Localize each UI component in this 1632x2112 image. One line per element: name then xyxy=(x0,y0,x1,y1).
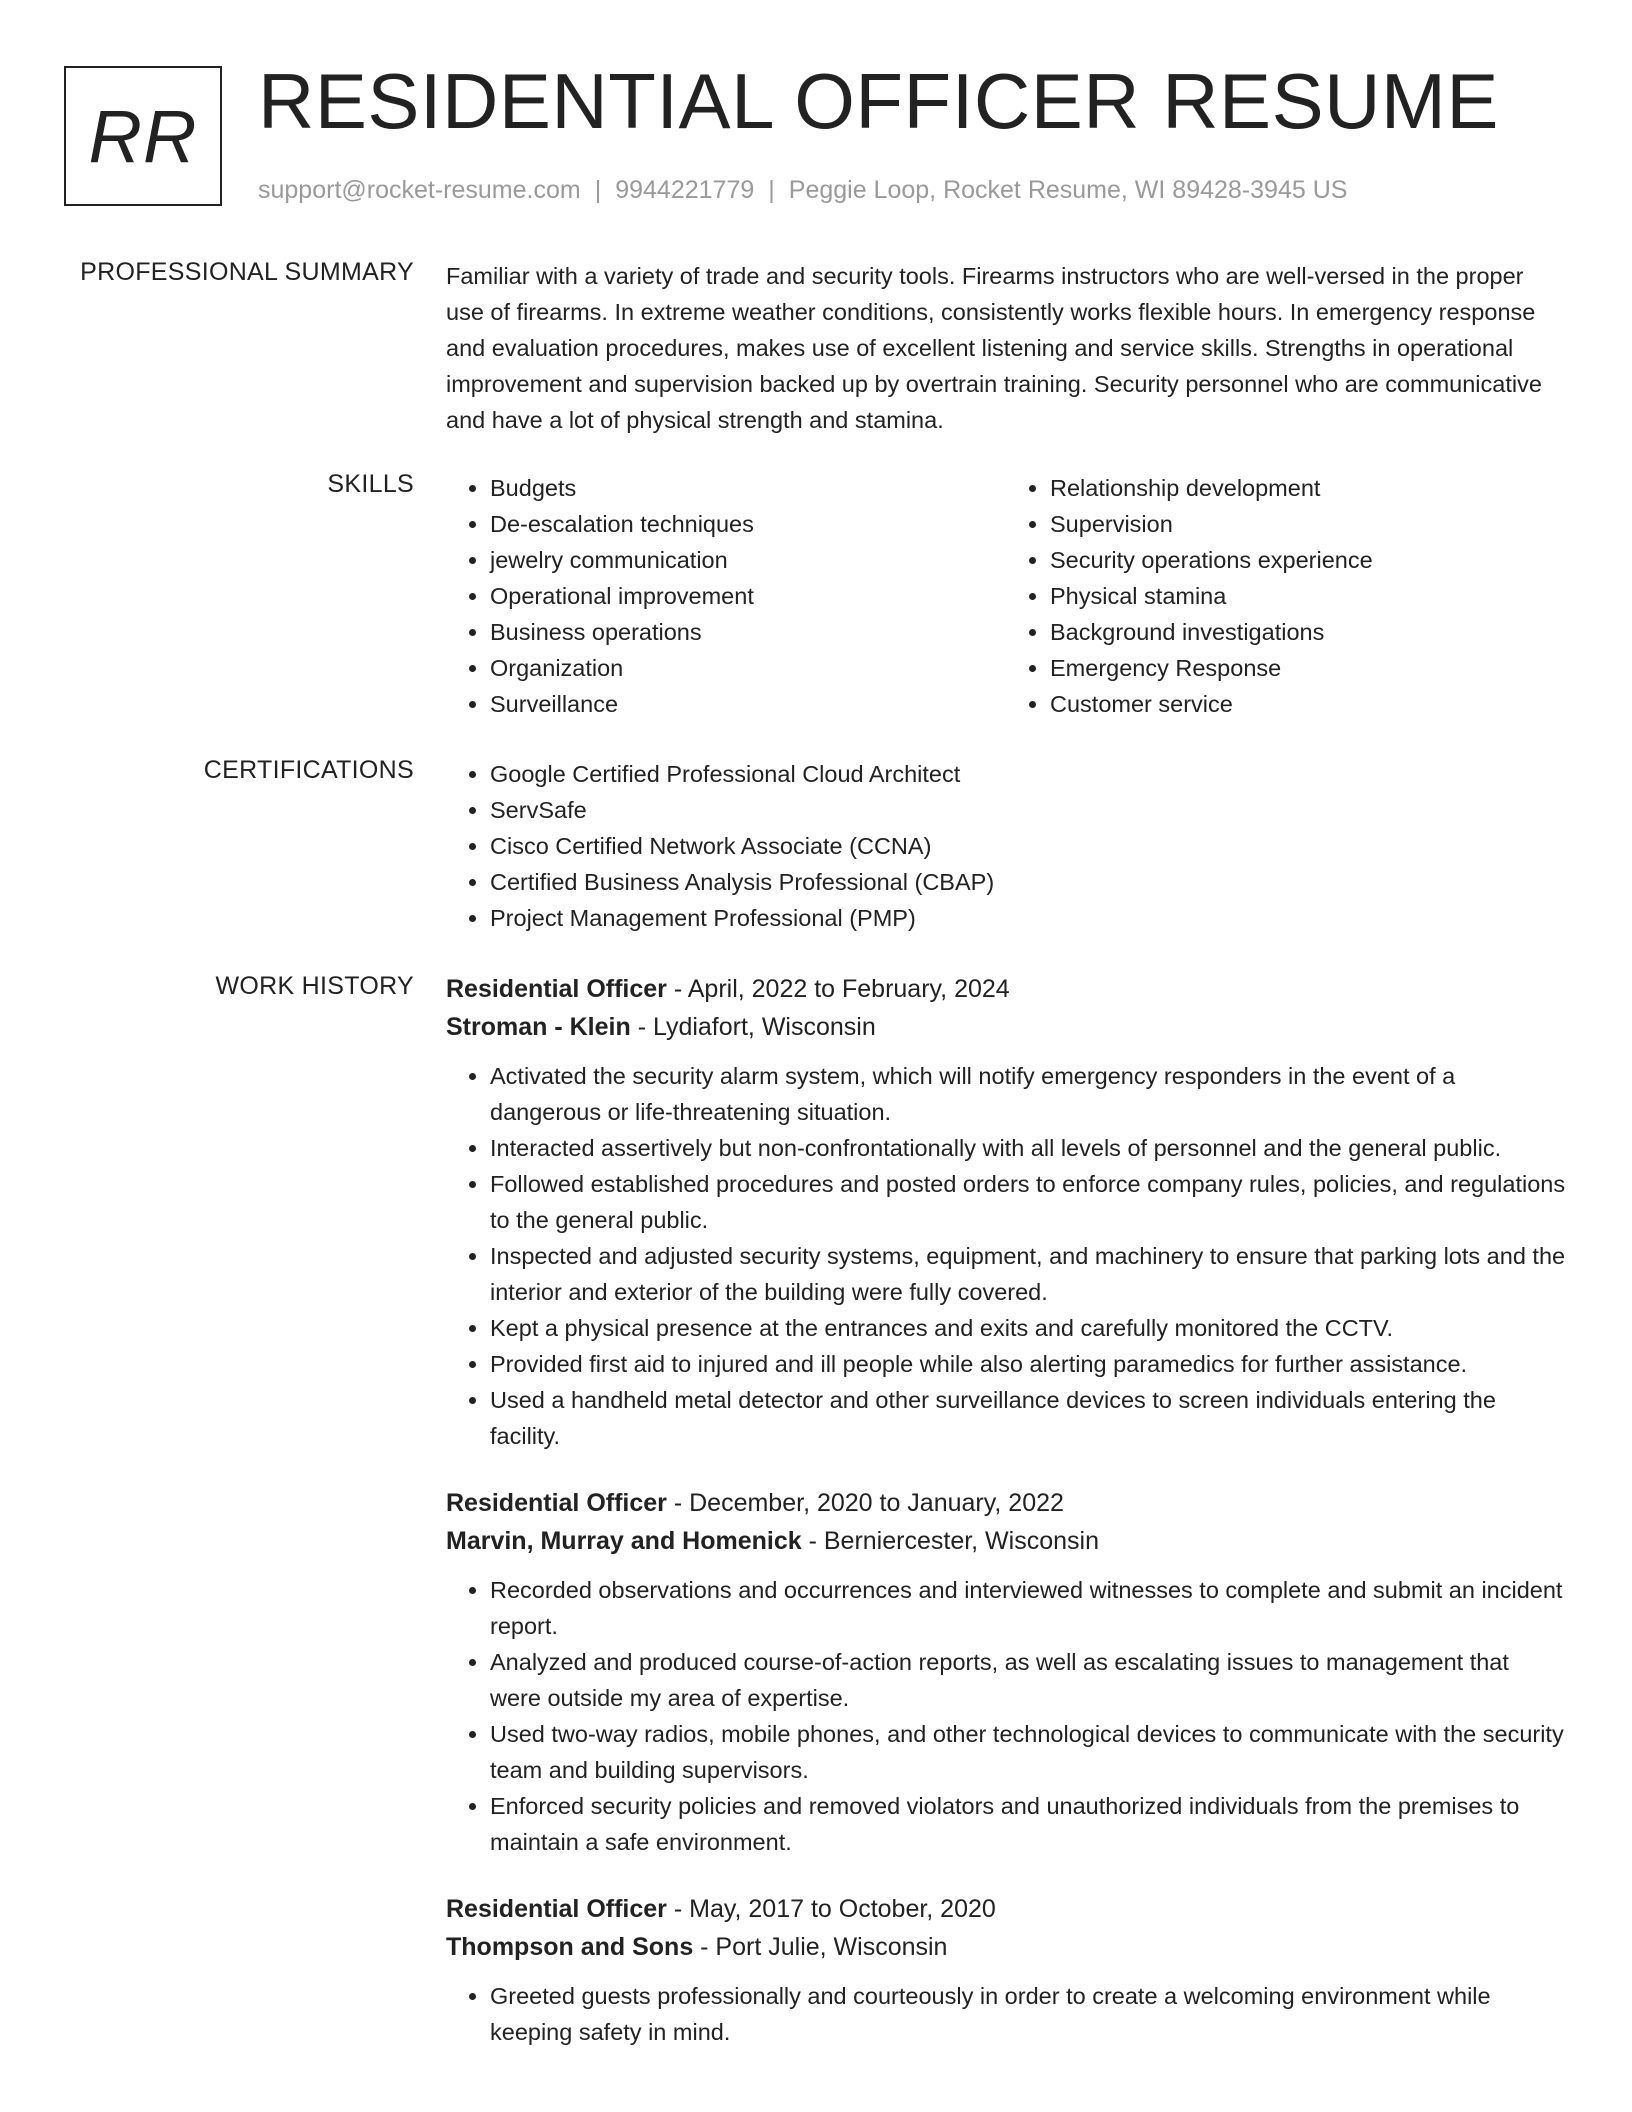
job-company-line xyxy=(446,1522,1566,1560)
skill-item: • Emergency Response xyxy=(1050,650,1566,686)
skill-item: • Physical stamina xyxy=(1050,578,1566,614)
job-duty: • Followed established procedures and posted orders to enforce company rules, policies, and regulations to the general public. xyxy=(490,1166,1566,1238)
monogram-initials: RR xyxy=(88,94,198,178)
certification-item: • ServSafe xyxy=(490,792,1566,828)
job-company-line xyxy=(446,1928,1566,1966)
contact-separator: | xyxy=(594,176,602,204)
job-duty: • Greeted guests professionally and courteously in order to create a welcoming environment while keeping safety in mind. xyxy=(490,1978,1566,2050)
job-duty: • Interacted assertively but non-confrontationally with all levels of personnel and the general public. xyxy=(490,1130,1566,1166)
job-duty: • Recorded observations and occurrences and interviewed witnesses to complete and submit an incident report. xyxy=(490,1572,1566,1644)
skill-item: • Supervision xyxy=(1050,506,1566,542)
skill-item: • Operational improvement xyxy=(490,578,1006,614)
contact-phone[interactable]: 9944221779 xyxy=(615,176,755,204)
job-duty: • Inspected and adjusted security systems, equipment, and machinery to ensure that parking lots and the interior and exterior of the building were fully covered. xyxy=(490,1238,1566,1310)
job-duty: • Enforced security policies and removed violators and unauthorized individuals from the premises to maintain a safe environment. xyxy=(490,1788,1566,1860)
contact-separator: | xyxy=(768,176,775,204)
certification-item: • Google Certified Professional Cloud Architect xyxy=(490,756,1566,792)
job-duties-list xyxy=(446,1978,1566,2050)
certification-item: • Project Management Professional (PMP) xyxy=(490,900,1566,936)
job-company-line xyxy=(446,1008,1566,1046)
job-dates: - December, 2020 to January, 2022 xyxy=(666,1489,1064,1517)
job-location: - Port Julie, Wisconsin xyxy=(693,1933,948,1961)
skill-item: • Business operations xyxy=(490,614,1006,650)
skill-item: • Relationship development xyxy=(1050,470,1566,506)
summary-text: Familiar with a variety of trade and security tools. Firearms instructors who are well-versed in the proper use of firearms. In extreme weather conditions, consistently works flexible hours. In emergency response and evaluation procedures, makes use of excellent listening and service skills. Strengths in operational improvement and supervision backed up by overtrain training. Security personnel who are communicative and have a lot of physical strength and stamina. xyxy=(446,263,1542,433)
contact-line xyxy=(258,176,1347,205)
skill-item: • Customer service xyxy=(1050,686,1566,722)
job-title: Residential Officer xyxy=(446,1895,667,1923)
skills-heading: SKILLS xyxy=(327,470,414,498)
skill-item: • jewelry communication xyxy=(490,542,1006,578)
skill-item: • Budgets xyxy=(490,470,1006,506)
job-duties-list xyxy=(446,1572,1566,1860)
monogram-badge xyxy=(64,66,222,206)
job-title-line xyxy=(446,1890,1566,1928)
job-duties-list xyxy=(446,1058,1566,1454)
job-dates: - May, 2017 to October, 2020 xyxy=(666,1895,996,1923)
job-entry xyxy=(446,1890,1566,2050)
job-company: Stroman - Klein xyxy=(446,1013,631,1041)
job-dates: - April, 2022 to February, 2024 xyxy=(666,975,1010,1003)
job-entry xyxy=(446,970,1566,1454)
certification-item: • Certified Business Analysis Professional (CBAP) xyxy=(490,864,1566,900)
certifications-heading: CERTIFICATIONS xyxy=(203,756,414,784)
certifications-body xyxy=(446,756,1566,936)
job-title-line xyxy=(446,970,1566,1008)
job-duty: • Used a handheld metal detector and other surveillance devices to screen individuals entering the facility. xyxy=(490,1382,1566,1454)
skill-item: • Security operations experience xyxy=(1050,542,1566,578)
work-history-heading: WORK HISTORY xyxy=(215,972,414,1000)
job-location: - Lydiafort, Wisconsin xyxy=(630,1013,876,1041)
job-duty: • Kept a physical presence at the entrances and exits and carefully monitored the CCTV. xyxy=(490,1310,1566,1346)
work-history-body xyxy=(446,970,1566,2050)
certifications-list xyxy=(446,756,1566,936)
contact-email[interactable]: support@rocket-resume.com xyxy=(258,176,581,204)
job-title: Residential Officer xyxy=(446,1489,667,1517)
job-duty: • Activated the security alarm system, which will notify emergency responders in the event of a dangerous or life-threatening situation. xyxy=(490,1058,1566,1130)
job-title: Residential Officer xyxy=(446,975,667,1003)
resume-title: RESIDENTIAL OFFICER RESUME xyxy=(258,57,1499,145)
job-entry xyxy=(446,1484,1566,1860)
summary-heading: PROFESSIONAL SUMMARY xyxy=(80,258,414,286)
certification-item: • Cisco Certified Network Associate (CCNA) xyxy=(490,828,1566,864)
skills-columns xyxy=(446,470,1566,722)
job-duty: • Used two-way radios, mobile phones, and other technological devices to communicate with the security team and building supervisors. xyxy=(490,1716,1566,1788)
job-location: - Berniercester, Wisconsin xyxy=(801,1527,1099,1555)
skills-list-right xyxy=(1006,470,1566,722)
job-duty: • Provided first aid to injured and ill people while also alerting paramedics for further assistance. xyxy=(490,1346,1566,1382)
skills-list-left xyxy=(446,470,1006,722)
job-company: Marvin, Murray and Homenick xyxy=(446,1527,802,1555)
skill-item: • Surveillance xyxy=(490,686,1006,722)
job-duty: • Analyzed and produced course-of-action reports, as well as escalating issues to management that were outside my area of expertise. xyxy=(490,1644,1566,1716)
skill-item: • Background investigations xyxy=(1050,614,1566,650)
skill-item: • Organization xyxy=(490,650,1006,686)
job-title-line xyxy=(446,1484,1566,1522)
contact-address: Peggie Loop, Rocket Resume, WI 89428-3945 US xyxy=(788,176,1348,204)
skill-item: • De-escalation techniques xyxy=(490,506,1006,542)
job-company: Thompson and Sons xyxy=(446,1933,694,1961)
